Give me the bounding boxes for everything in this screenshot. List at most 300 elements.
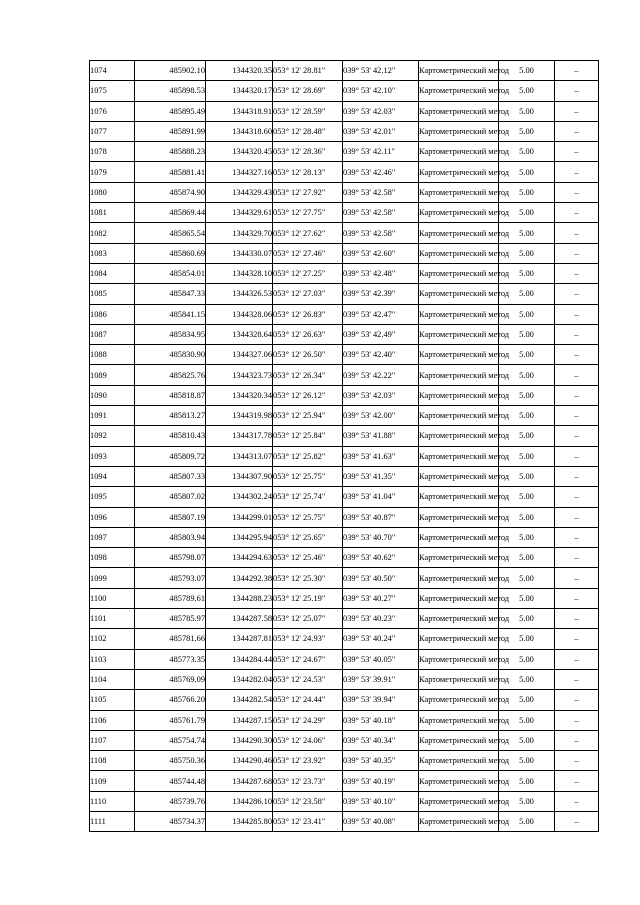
description-cell: – <box>555 751 599 771</box>
point-number-cell: 1081 <box>90 203 135 223</box>
accuracy-cell: 5.00 <box>499 507 555 527</box>
table-row <box>90 365 599 385</box>
method-cell: Картометрический метод <box>419 203 499 223</box>
accuracy-cell: 5.00 <box>499 710 555 730</box>
longitude-cell: 039° 53' 42.01" <box>343 121 419 141</box>
method-cell: Картометрический метод <box>419 548 499 568</box>
point-number-cell: 1107 <box>90 730 135 750</box>
accuracy-cell: 5.00 <box>499 629 555 649</box>
table-row <box>90 61 599 81</box>
method-cell: Картометрический метод <box>419 609 499 629</box>
point-number-cell: 1095 <box>90 487 135 507</box>
point-number-cell: 1082 <box>90 223 135 243</box>
accuracy-cell: 5.00 <box>499 182 555 202</box>
y-coordinate-cell: 1344307.90 <box>206 466 273 486</box>
y-coordinate-cell: 1344318.91 <box>206 101 273 121</box>
description-cell: – <box>555 690 599 710</box>
description-cell: – <box>555 142 599 162</box>
method-cell: Картометрический метод <box>419 223 499 243</box>
latitude-cell: 053° 12' 27.62" <box>273 223 343 243</box>
accuracy-cell: 5.00 <box>499 142 555 162</box>
x-coordinate-cell: 485754.74 <box>135 730 206 750</box>
point-number-cell: 1088 <box>90 345 135 365</box>
table-row <box>90 446 599 466</box>
latitude-cell: 053° 12' 25.30" <box>273 568 343 588</box>
longitude-cell: 039° 53' 42.49" <box>343 324 419 344</box>
description-cell: – <box>555 629 599 649</box>
accuracy-cell: 5.00 <box>499 690 555 710</box>
method-cell: Картометрический метод <box>419 466 499 486</box>
method-cell: Картометрический метод <box>419 142 499 162</box>
table-row <box>90 527 599 547</box>
x-coordinate-cell: 485847.33 <box>135 284 206 304</box>
latitude-cell: 053° 12' 28.48" <box>273 121 343 141</box>
accuracy-cell: 5.00 <box>499 548 555 568</box>
x-coordinate-cell: 485813.27 <box>135 406 206 426</box>
table-row <box>90 203 599 223</box>
latitude-cell: 053° 12' 27.03" <box>273 284 343 304</box>
x-coordinate-cell: 485807.19 <box>135 507 206 527</box>
description-cell: – <box>555 365 599 385</box>
longitude-cell: 039° 53' 41.35" <box>343 466 419 486</box>
accuracy-cell: 5.00 <box>499 751 555 771</box>
y-coordinate-cell: 1344326.53 <box>206 284 273 304</box>
accuracy-cell: 5.00 <box>499 101 555 121</box>
longitude-cell: 039° 53' 42.10" <box>343 81 419 101</box>
table-row <box>90 345 599 365</box>
point-number-cell: 1080 <box>90 182 135 202</box>
y-coordinate-cell: 1344327.06 <box>206 345 273 365</box>
latitude-cell: 053° 12' 26.34" <box>273 365 343 385</box>
longitude-cell: 039° 53' 42.39" <box>343 284 419 304</box>
y-coordinate-cell: 1344295.94 <box>206 527 273 547</box>
latitude-cell: 053° 12' 28.59" <box>273 101 343 121</box>
longitude-cell: 039° 53' 42.40" <box>343 345 419 365</box>
latitude-cell: 053° 12' 24.93" <box>273 629 343 649</box>
table-row <box>90 406 599 426</box>
table-row <box>90 811 599 831</box>
longitude-cell: 039° 53' 41.04" <box>343 487 419 507</box>
y-coordinate-cell: 1344284.44 <box>206 649 273 669</box>
table-row <box>90 223 599 243</box>
table-row <box>90 730 599 750</box>
y-coordinate-cell: 1344320.45 <box>206 142 273 162</box>
y-coordinate-cell: 1344328.10 <box>206 263 273 283</box>
x-coordinate-cell: 485818.87 <box>135 385 206 405</box>
point-number-cell: 1110 <box>90 791 135 811</box>
y-coordinate-cell: 1344313.07 <box>206 446 273 466</box>
method-cell: Картометрический метод <box>419 791 499 811</box>
method-cell: Картометрический метод <box>419 487 499 507</box>
x-coordinate-cell: 485761.79 <box>135 710 206 730</box>
table-row <box>90 81 599 101</box>
point-number-cell: 1104 <box>90 669 135 689</box>
y-coordinate-cell: 1344290.46 <box>206 751 273 771</box>
x-coordinate-cell: 485789.61 <box>135 588 206 608</box>
point-number-cell: 1083 <box>90 243 135 263</box>
point-number-cell: 1102 <box>90 629 135 649</box>
x-coordinate-cell: 485854.01 <box>135 263 206 283</box>
method-cell: Картометрический метод <box>419 649 499 669</box>
description-cell: – <box>555 811 599 831</box>
method-cell: Картометрический метод <box>419 406 499 426</box>
longitude-cell: 039° 53' 42.46" <box>343 162 419 182</box>
latitude-cell: 053° 12' 28.36" <box>273 142 343 162</box>
longitude-cell: 039° 53' 40.23" <box>343 609 419 629</box>
point-number-cell: 1086 <box>90 304 135 324</box>
method-cell: Картометрический метод <box>419 284 499 304</box>
y-coordinate-cell: 1344282.04 <box>206 669 273 689</box>
accuracy-cell: 5.00 <box>499 609 555 629</box>
x-coordinate-cell: 485766.20 <box>135 690 206 710</box>
method-cell: Картометрический метод <box>419 507 499 527</box>
longitude-cell: 039° 53' 42.22" <box>343 365 419 385</box>
description-cell: – <box>555 284 599 304</box>
latitude-cell: 053° 12' 25.82" <box>273 446 343 466</box>
method-cell: Картометрический метод <box>419 690 499 710</box>
y-coordinate-cell: 1344328.06 <box>206 304 273 324</box>
point-number-cell: 1097 <box>90 527 135 547</box>
longitude-cell: 039° 53' 42.00" <box>343 406 419 426</box>
coordinates-table-body <box>90 61 599 832</box>
point-number-cell: 1089 <box>90 365 135 385</box>
y-coordinate-cell: 1344323.73 <box>206 365 273 385</box>
y-coordinate-cell: 1344329.61 <box>206 203 273 223</box>
method-cell: Картометрический метод <box>419 426 499 446</box>
longitude-cell: 039° 53' 42.47" <box>343 304 419 324</box>
point-number-cell: 1085 <box>90 284 135 304</box>
latitude-cell: 053° 12' 28.13" <box>273 162 343 182</box>
accuracy-cell: 5.00 <box>499 223 555 243</box>
y-coordinate-cell: 1344317.78 <box>206 426 273 446</box>
description-cell: – <box>555 101 599 121</box>
accuracy-cell: 5.00 <box>499 345 555 365</box>
method-cell: Картометрический метод <box>419 243 499 263</box>
latitude-cell: 053° 12' 23.58" <box>273 791 343 811</box>
description-cell: – <box>555 345 599 365</box>
coordinates-table <box>89 60 599 832</box>
table-row <box>90 629 599 649</box>
method-cell: Картометрический метод <box>419 182 499 202</box>
latitude-cell: 053° 12' 26.63" <box>273 324 343 344</box>
accuracy-cell: 5.00 <box>499 568 555 588</box>
latitude-cell: 053° 12' 26.50" <box>273 345 343 365</box>
point-number-cell: 1084 <box>90 263 135 283</box>
table-row <box>90 710 599 730</box>
table-row <box>90 101 599 121</box>
accuracy-cell: 5.00 <box>499 162 555 182</box>
x-coordinate-cell: 485793.07 <box>135 568 206 588</box>
method-cell: Картометрический метод <box>419 629 499 649</box>
accuracy-cell: 5.00 <box>499 811 555 831</box>
description-cell: – <box>555 81 599 101</box>
table-row <box>90 548 599 568</box>
accuracy-cell: 5.00 <box>499 527 555 547</box>
table-row <box>90 690 599 710</box>
y-coordinate-cell: 1344286.10 <box>206 791 273 811</box>
method-cell: Картометрический метод <box>419 771 499 791</box>
latitude-cell: 053° 12' 24.44" <box>273 690 343 710</box>
method-cell: Картометрический метод <box>419 101 499 121</box>
method-cell: Картометрический метод <box>419 730 499 750</box>
description-cell: – <box>555 487 599 507</box>
y-coordinate-cell: 1344320.34 <box>206 385 273 405</box>
point-number-cell: 1074 <box>90 61 135 81</box>
x-coordinate-cell: 485785.97 <box>135 609 206 629</box>
table-row <box>90 284 599 304</box>
accuracy-cell: 5.00 <box>499 487 555 507</box>
table-row <box>90 568 599 588</box>
method-cell: Картометрический метод <box>419 345 499 365</box>
latitude-cell: 053° 12' 25.07" <box>273 609 343 629</box>
latitude-cell: 053° 12' 24.29" <box>273 710 343 730</box>
x-coordinate-cell: 485860.69 <box>135 243 206 263</box>
description-cell: – <box>555 527 599 547</box>
latitude-cell: 053° 12' 24.67" <box>273 649 343 669</box>
table-row <box>90 263 599 283</box>
table-row <box>90 466 599 486</box>
method-cell: Картометрический метод <box>419 751 499 771</box>
latitude-cell: 053° 12' 25.46" <box>273 548 343 568</box>
method-cell: Картометрический метод <box>419 527 499 547</box>
accuracy-cell: 5.00 <box>499 304 555 324</box>
x-coordinate-cell: 485895.49 <box>135 101 206 121</box>
longitude-cell: 039° 53' 42.03" <box>343 385 419 405</box>
table-row <box>90 142 599 162</box>
table-row <box>90 182 599 202</box>
accuracy-cell: 5.00 <box>499 791 555 811</box>
latitude-cell: 053° 12' 28.69" <box>273 81 343 101</box>
method-cell: Картометрический метод <box>419 588 499 608</box>
description-cell: – <box>555 466 599 486</box>
description-cell: – <box>555 548 599 568</box>
description-cell: – <box>555 609 599 629</box>
latitude-cell: 053° 12' 25.94" <box>273 406 343 426</box>
table-row <box>90 304 599 324</box>
point-number-cell: 1092 <box>90 426 135 446</box>
longitude-cell: 039° 53' 40.50" <box>343 568 419 588</box>
y-coordinate-cell: 1344288.23 <box>206 588 273 608</box>
x-coordinate-cell: 485830.90 <box>135 345 206 365</box>
longitude-cell: 039° 53' 42.12" <box>343 61 419 81</box>
table-row <box>90 588 599 608</box>
description-cell: – <box>555 324 599 344</box>
y-coordinate-cell: 1344290.30 <box>206 730 273 750</box>
accuracy-cell: 5.00 <box>499 669 555 689</box>
latitude-cell: 053° 12' 26.12" <box>273 385 343 405</box>
description-cell: – <box>555 710 599 730</box>
longitude-cell: 039° 53' 42.60" <box>343 243 419 263</box>
table-row <box>90 791 599 811</box>
table-row <box>90 771 599 791</box>
longitude-cell: 039° 53' 40.35" <box>343 751 419 771</box>
description-cell: – <box>555 588 599 608</box>
latitude-cell: 053° 12' 26.83" <box>273 304 343 324</box>
accuracy-cell: 5.00 <box>499 365 555 385</box>
point-number-cell: 1078 <box>90 142 135 162</box>
x-coordinate-cell: 485769.09 <box>135 669 206 689</box>
x-coordinate-cell: 485807.02 <box>135 487 206 507</box>
method-cell: Картометрический метод <box>419 121 499 141</box>
description-cell: – <box>555 203 599 223</box>
point-number-cell: 1076 <box>90 101 135 121</box>
point-number-cell: 1079 <box>90 162 135 182</box>
latitude-cell: 053° 12' 27.25" <box>273 263 343 283</box>
point-number-cell: 1100 <box>90 588 135 608</box>
description-cell: – <box>555 406 599 426</box>
longitude-cell: 039° 53' 42.58" <box>343 182 419 202</box>
description-cell: – <box>555 771 599 791</box>
accuracy-cell: 5.00 <box>499 466 555 486</box>
point-number-cell: 1087 <box>90 324 135 344</box>
latitude-cell: 053° 12' 27.46" <box>273 243 343 263</box>
method-cell: Картометрический метод <box>419 61 499 81</box>
table-row <box>90 487 599 507</box>
method-cell: Картометрический метод <box>419 324 499 344</box>
accuracy-cell: 5.00 <box>499 263 555 283</box>
method-cell: Картометрический метод <box>419 669 499 689</box>
y-coordinate-cell: 1344302.24 <box>206 487 273 507</box>
table-row <box>90 609 599 629</box>
point-number-cell: 1093 <box>90 446 135 466</box>
x-coordinate-cell: 485891.99 <box>135 121 206 141</box>
y-coordinate-cell: 1344320.35 <box>206 61 273 81</box>
x-coordinate-cell: 485865.54 <box>135 223 206 243</box>
point-number-cell: 1108 <box>90 751 135 771</box>
description-cell: – <box>555 162 599 182</box>
description-cell: – <box>555 223 599 243</box>
method-cell: Картометрический метод <box>419 385 499 405</box>
y-coordinate-cell: 1344285.80 <box>206 811 273 831</box>
longitude-cell: 039° 53' 40.70" <box>343 527 419 547</box>
x-coordinate-cell: 485798.07 <box>135 548 206 568</box>
latitude-cell: 053° 12' 23.92" <box>273 751 343 771</box>
description-cell: – <box>555 791 599 811</box>
accuracy-cell: 5.00 <box>499 243 555 263</box>
latitude-cell: 053° 12' 25.65" <box>273 527 343 547</box>
method-cell: Картометрический метод <box>419 81 499 101</box>
x-coordinate-cell: 485898.53 <box>135 81 206 101</box>
table-row <box>90 507 599 527</box>
longitude-cell: 039° 53' 40.27" <box>343 588 419 608</box>
point-number-cell: 1090 <box>90 385 135 405</box>
x-coordinate-cell: 485841.15 <box>135 304 206 324</box>
table-row <box>90 649 599 669</box>
x-coordinate-cell: 485750.36 <box>135 751 206 771</box>
latitude-cell: 053° 12' 23.41" <box>273 811 343 831</box>
description-cell: – <box>555 385 599 405</box>
x-coordinate-cell: 485781.66 <box>135 629 206 649</box>
point-number-cell: 1075 <box>90 81 135 101</box>
longitude-cell: 039° 53' 40.87" <box>343 507 419 527</box>
description-cell: – <box>555 507 599 527</box>
table-row <box>90 385 599 405</box>
y-coordinate-cell: 1344287.58 <box>206 609 273 629</box>
y-coordinate-cell: 1344327.16 <box>206 162 273 182</box>
accuracy-cell: 5.00 <box>499 426 555 446</box>
method-cell: Картометрический метод <box>419 446 499 466</box>
longitude-cell: 039° 53' 39.94" <box>343 690 419 710</box>
method-cell: Картометрический метод <box>419 162 499 182</box>
x-coordinate-cell: 485874.90 <box>135 182 206 202</box>
table-row <box>90 426 599 446</box>
accuracy-cell: 5.00 <box>499 324 555 344</box>
accuracy-cell: 5.00 <box>499 771 555 791</box>
point-number-cell: 1077 <box>90 121 135 141</box>
x-coordinate-cell: 485807.33 <box>135 466 206 486</box>
latitude-cell: 053° 12' 23.73" <box>273 771 343 791</box>
point-number-cell: 1105 <box>90 690 135 710</box>
accuracy-cell: 5.00 <box>499 588 555 608</box>
latitude-cell: 053° 12' 27.75" <box>273 203 343 223</box>
latitude-cell: 053° 12' 25.75" <box>273 466 343 486</box>
accuracy-cell: 5.00 <box>499 730 555 750</box>
x-coordinate-cell: 485810.43 <box>135 426 206 446</box>
y-coordinate-cell: 1344287.15 <box>206 710 273 730</box>
description-cell: – <box>555 263 599 283</box>
point-number-cell: 1091 <box>90 406 135 426</box>
longitude-cell: 039° 53' 42.58" <box>343 223 419 243</box>
method-cell: Картометрический метод <box>419 568 499 588</box>
accuracy-cell: 5.00 <box>499 649 555 669</box>
x-coordinate-cell: 485888.23 <box>135 142 206 162</box>
description-cell: – <box>555 649 599 669</box>
method-cell: Картометрический метод <box>419 710 499 730</box>
y-coordinate-cell: 1344292.38 <box>206 568 273 588</box>
latitude-cell: 053° 12' 25.74" <box>273 487 343 507</box>
description-cell: – <box>555 446 599 466</box>
longitude-cell: 039° 53' 40.05" <box>343 649 419 669</box>
latitude-cell: 053° 12' 25.75" <box>273 507 343 527</box>
y-coordinate-cell: 1344282.54 <box>206 690 273 710</box>
y-coordinate-cell: 1344330.07 <box>206 243 273 263</box>
x-coordinate-cell: 485834.95 <box>135 324 206 344</box>
y-coordinate-cell: 1344287.81 <box>206 629 273 649</box>
y-coordinate-cell: 1344299.01 <box>206 507 273 527</box>
table-row <box>90 121 599 141</box>
longitude-cell: 039° 53' 42.03" <box>343 101 419 121</box>
point-number-cell: 1109 <box>90 771 135 791</box>
table-row <box>90 751 599 771</box>
x-coordinate-cell: 485773.35 <box>135 649 206 669</box>
longitude-cell: 039° 53' 41.63" <box>343 446 419 466</box>
y-coordinate-cell: 1344329.70 <box>206 223 273 243</box>
description-cell: – <box>555 730 599 750</box>
latitude-cell: 053° 12' 24.06" <box>273 730 343 750</box>
description-cell: – <box>555 426 599 446</box>
point-number-cell: 1101 <box>90 609 135 629</box>
y-coordinate-cell: 1344319.98 <box>206 406 273 426</box>
longitude-cell: 039° 53' 40.19" <box>343 771 419 791</box>
table-row <box>90 162 599 182</box>
point-number-cell: 1096 <box>90 507 135 527</box>
longitude-cell: 039° 53' 40.18" <box>343 710 419 730</box>
longitude-cell: 039° 53' 41.88" <box>343 426 419 446</box>
accuracy-cell: 5.00 <box>499 61 555 81</box>
accuracy-cell: 5.00 <box>499 284 555 304</box>
x-coordinate-cell: 485825.76 <box>135 365 206 385</box>
method-cell: Картометрический метод <box>419 811 499 831</box>
longitude-cell: 039° 53' 42.48" <box>343 263 419 283</box>
longitude-cell: 039° 53' 40.10" <box>343 791 419 811</box>
accuracy-cell: 5.00 <box>499 81 555 101</box>
accuracy-cell: 5.00 <box>499 446 555 466</box>
x-coordinate-cell: 485869.44 <box>135 203 206 223</box>
description-cell: – <box>555 61 599 81</box>
y-coordinate-cell: 1344328.64 <box>206 324 273 344</box>
longitude-cell: 039° 53' 40.62" <box>343 548 419 568</box>
latitude-cell: 053° 12' 25.84" <box>273 426 343 446</box>
